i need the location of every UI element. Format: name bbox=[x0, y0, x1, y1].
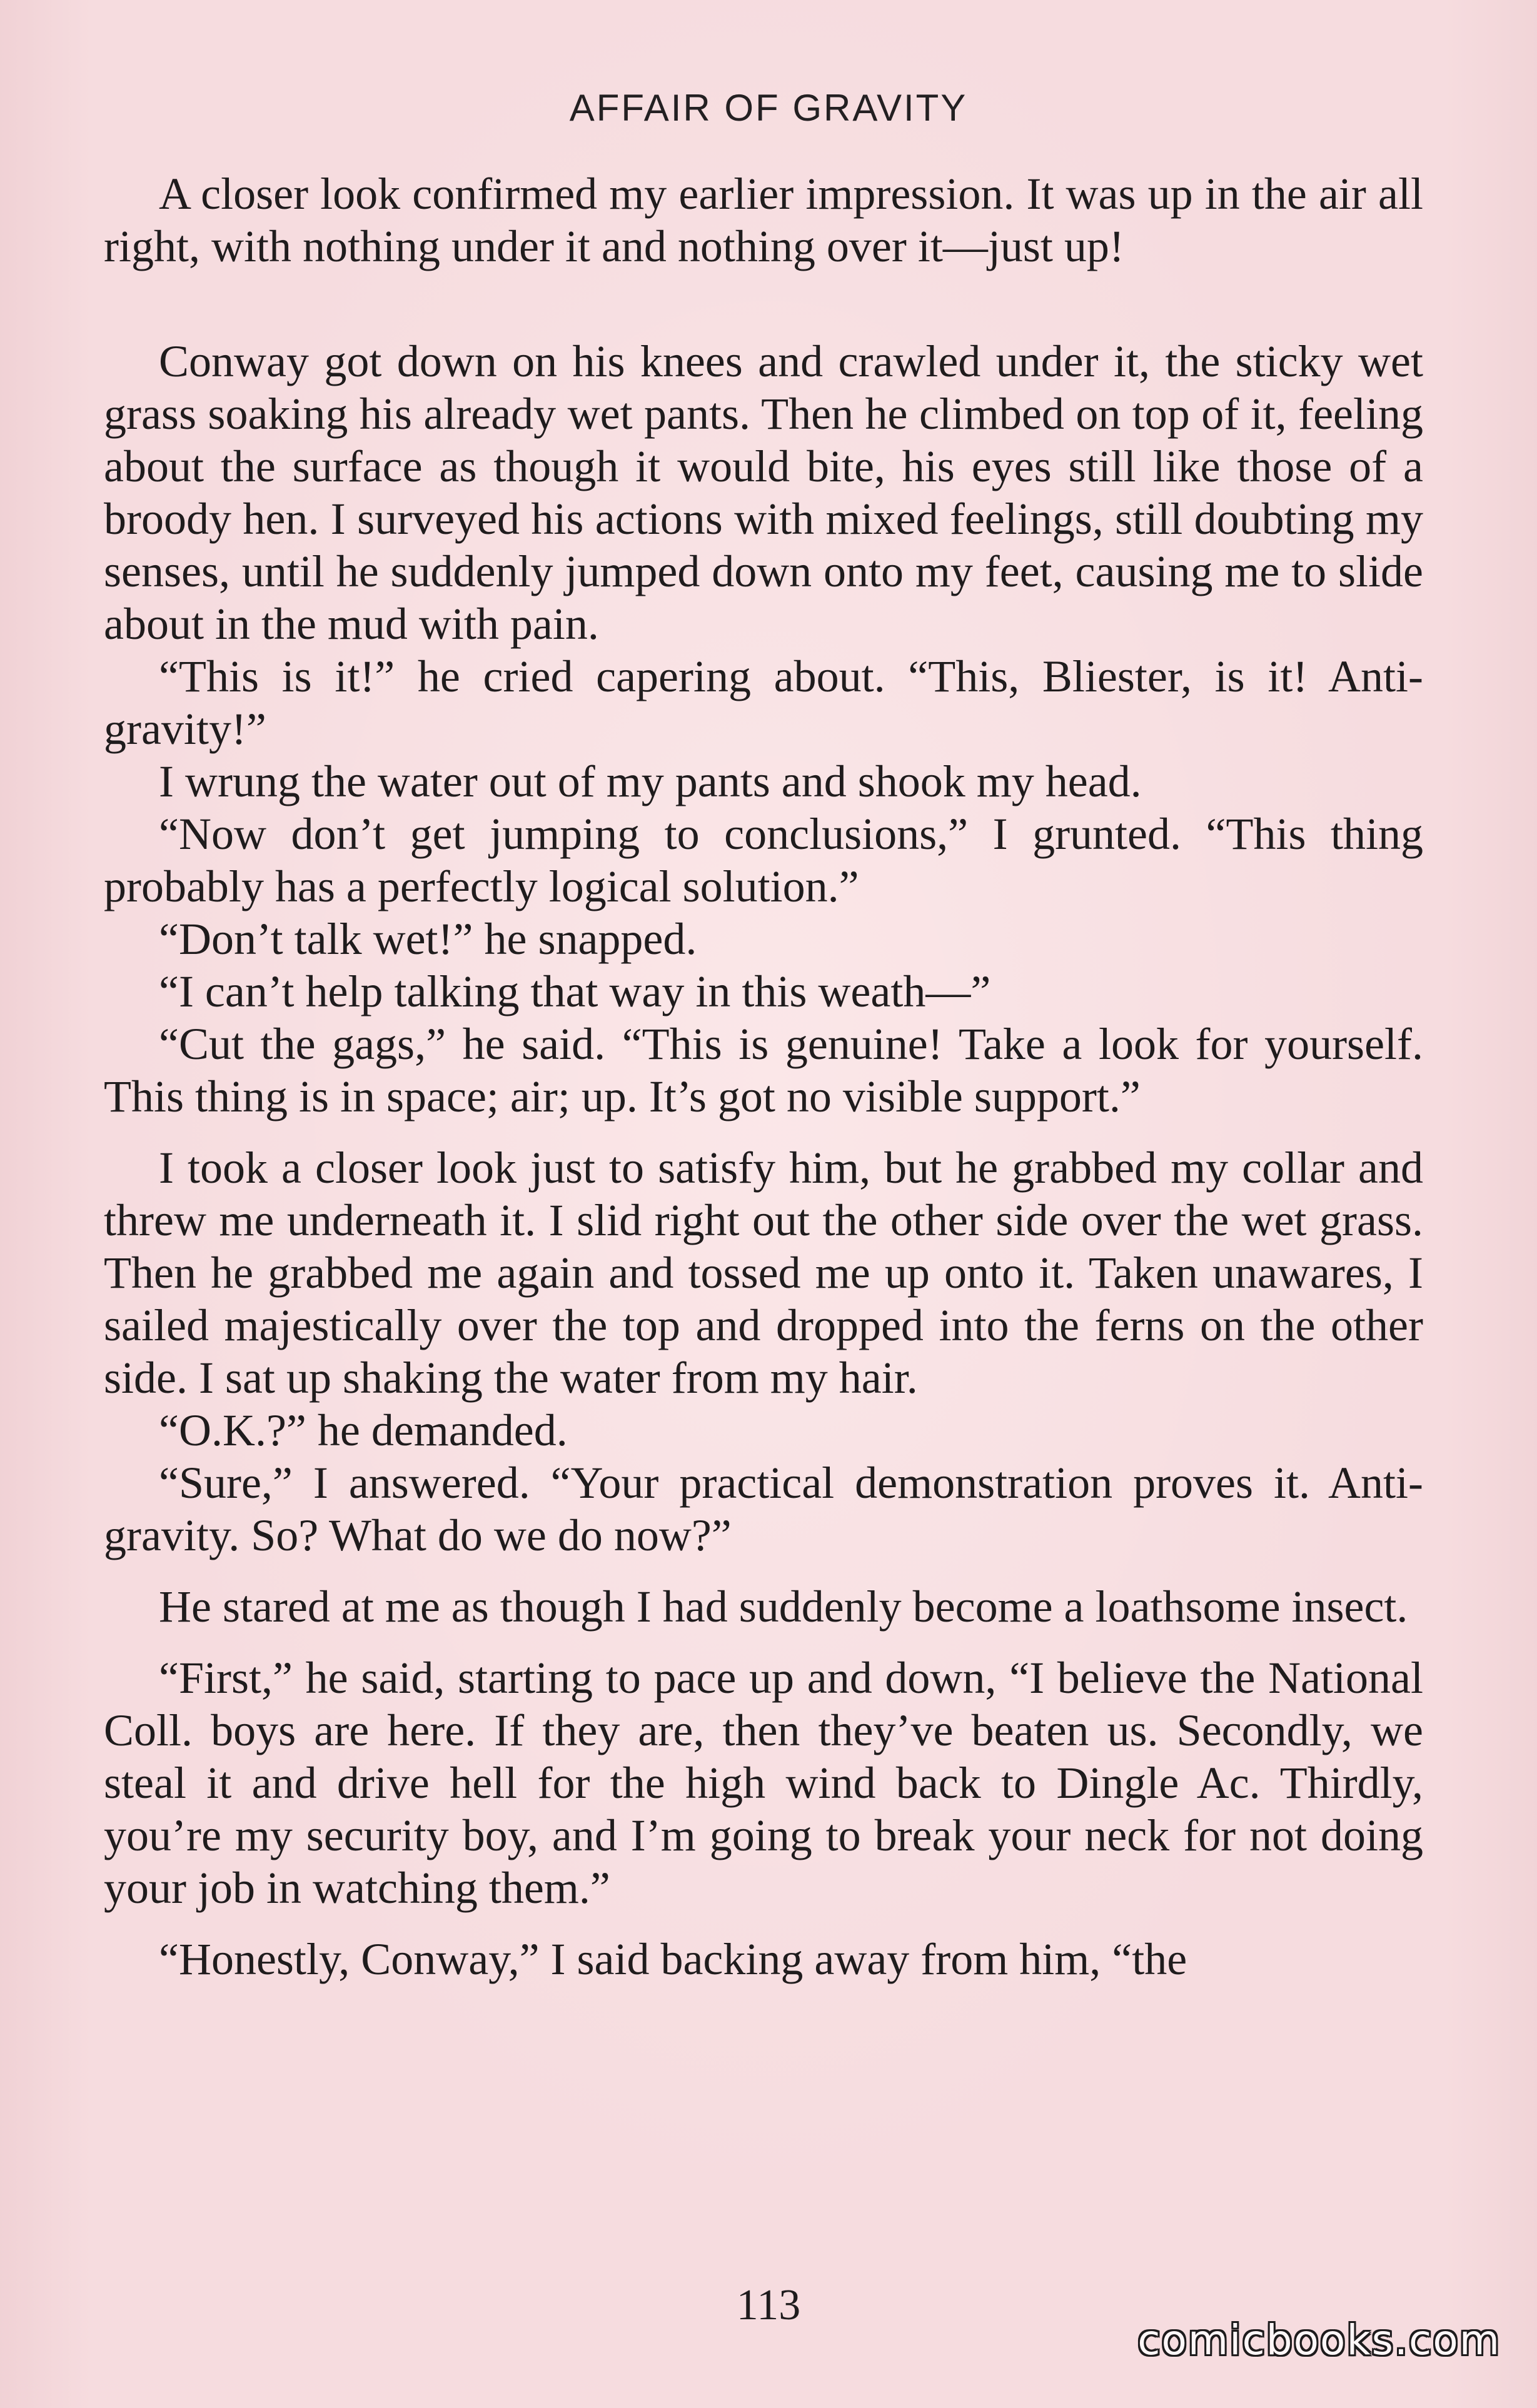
paragraph: I wrung the water out of my pants and shook my head. bbox=[159, 756, 1142, 806]
paragraph: “Sure,” I answered. “Your practical demonstration proves it. Anti-gravity. So? What do we do now?” bbox=[104, 1458, 1423, 1560]
paragraph: “Now don’t get jumping to conclusions,” I grunted. “This thing probably has a perfectly logical solution.” bbox=[104, 809, 1423, 911]
paragraph: He stared at me as though I had suddenly become a loathsome insect. bbox=[159, 1582, 1408, 1632]
paragraph: “Cut the gags,” he said. “This is genuine! Take a look for yourself. This thing is in space; air; up. It’s got no visible support.” bbox=[104, 1019, 1423, 1121]
paragraph: A closer look confirmed my earlier impression. It was up in the air all right, with nothing under it and nothing over it—just up! bbox=[104, 169, 1423, 271]
body-text bbox=[104, 168, 1423, 1985]
paragraph: “Honestly, Conway,” I said backing away from him, “the bbox=[159, 1934, 1187, 1984]
running-head: AFFAIR OF GRAVITY bbox=[569, 87, 968, 129]
watermark: comicbooks.com bbox=[1137, 2316, 1501, 2364]
paragraph: I took a closer look just to satisfy him, but he grabbed my collar and threw me underneath it. I slid right out the other side over the wet grass. Then he grabbed me again and tossed me up onto it. Taken unawares, I sailed majestically over the top and dropped into the ferns on the other side. I sat up shaking the water from my hair. bbox=[104, 1143, 1423, 1403]
paragraph: “O.K.?” he demanded. bbox=[159, 1405, 568, 1455]
paragraph: Conway got down on his knees and crawled under it, the sticky wet grass soaking his already wet pants. Then he climbed on top of it, feeling about the surface as though it would bite, his eyes still like those of a broody hen. I surveyed his actions with mixed feelings, still doubting my senses, until he suddenly jumped down onto my feet, causing me to slide about in the mud with pain. bbox=[104, 336, 1423, 649]
page-number: 113 bbox=[736, 2281, 801, 2329]
paragraph: “This is it!” he cried capering about. “This, Bliester, is it! Anti-gravity!” bbox=[104, 651, 1423, 754]
paragraph: “First,” he said, starting to pace up and down, “I believe the National Coll. boys are here. If they are, then they’ve beaten us. Secondly, we steal it and drive hell for the high wind back to Dingle Ac. Thirdly, you’re my security boy, and I’m going to break your neck for not doing your job in watching them.” bbox=[104, 1653, 1423, 1913]
paragraph: “Don’t talk wet!” he snapped. bbox=[159, 914, 697, 964]
paragraph: “I can’t help talking that way in this weath—” bbox=[159, 966, 991, 1016]
